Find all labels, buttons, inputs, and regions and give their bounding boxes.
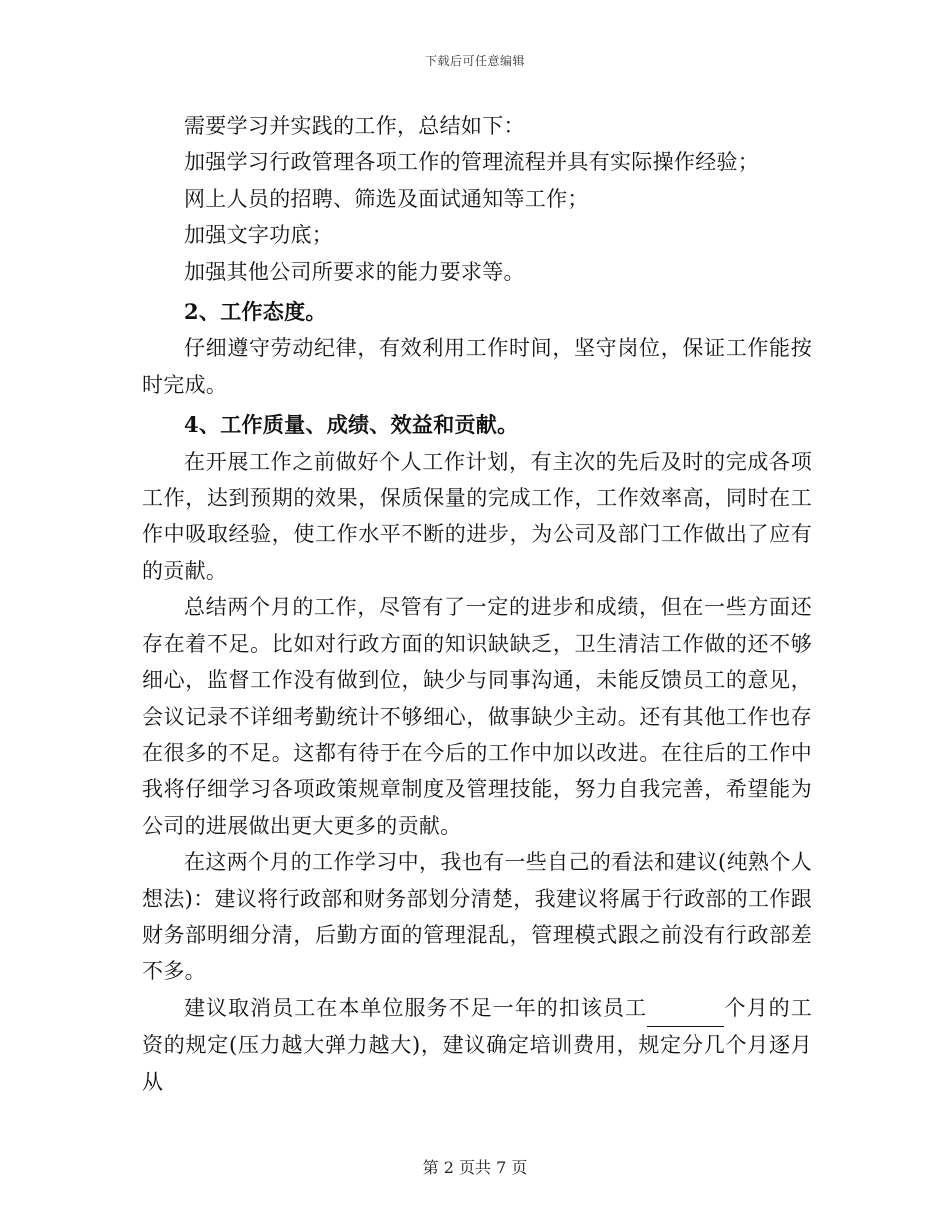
- paragraph-attitude: 仔细遵守劳动纪律，有效利用工作时间，坚守岗位，保证工作能按时完成。: [142, 336, 812, 397]
- page-footer: 第 2 页共 7 页: [422, 1158, 528, 1177]
- page-header: 下载后可任意编辑: [424, 54, 525, 68]
- paragraph-item-1: 加强学习行政管理各项工作的管理流程并具有实际操作经验；: [184, 150, 760, 175]
- proposal-text-before: 建议取消员工在本单位服务不足一年的扣该员工: [184, 995, 648, 1020]
- section-heading-attitude: 2、工作态度。: [184, 299, 327, 325]
- paragraph-proposal: [142, 990, 812, 1100]
- paragraph-suggestions: 在这两个月的工作学习中，我也有一些自己的看法和建议(纯熟个人想法)：建议将行政部和财务部划分清楚，我建议将属于行政部的工作跟财务部明细分清，后勤方面的管理混乱，管理模式跟之前没有行政部差不多。: [142, 850, 812, 984]
- paragraph-intro: 需要学习并实践的工作，总结如下：: [184, 114, 525, 138]
- paragraph-item-3: 加强文字功底；: [184, 223, 334, 248]
- paragraph-summary: 总结两个月的工作，尽管有了一定的进步和成绩，但在一些方面还存在着不足。比如对行政方面的知识缺缺乏，卫生清洁工作做的还不够细心，监督工作没有做到位，缺少与同事沟通，未能反馈员工的意见，会议记录不详细考勤统计不够细心，做事缺少主动。还有其他工作也存在很多的不足。这都有待于在今后的工作中加以改进。在往后的工作中我将仔细学习各项政策规章制度及管理技能，努力自我完善，希望能为公司的进展做出更大更多的贡献。: [142, 595, 812, 838]
- blank-underline: [647, 990, 724, 1027]
- proposal-text-after: 个月的工资的规定(压力越大弹力越大)，建议确定培训费用，规定分几个月逐月从: [142, 995, 812, 1094]
- section-heading-quality: 4、工作质量、成绩、效益和贡献。: [184, 412, 519, 438]
- document-body: [142, 108, 812, 1100]
- paragraph-quality: 在开展工作之前做好个人工作计划，有主次的先后及时的完成各项工作，达到预期的效果，保质保量的完成工作，工作效率高，同时在工作中吸取经验，使工作水平不断的进步，为公司及部门工作做出了应有的贡献。: [142, 449, 812, 583]
- paragraph-item-2: 网上人员的招聘、筛选及面试通知等工作；: [184, 186, 589, 211]
- paragraph-item-4: 加强其他公司所要求的能力要求等。: [184, 259, 525, 284]
